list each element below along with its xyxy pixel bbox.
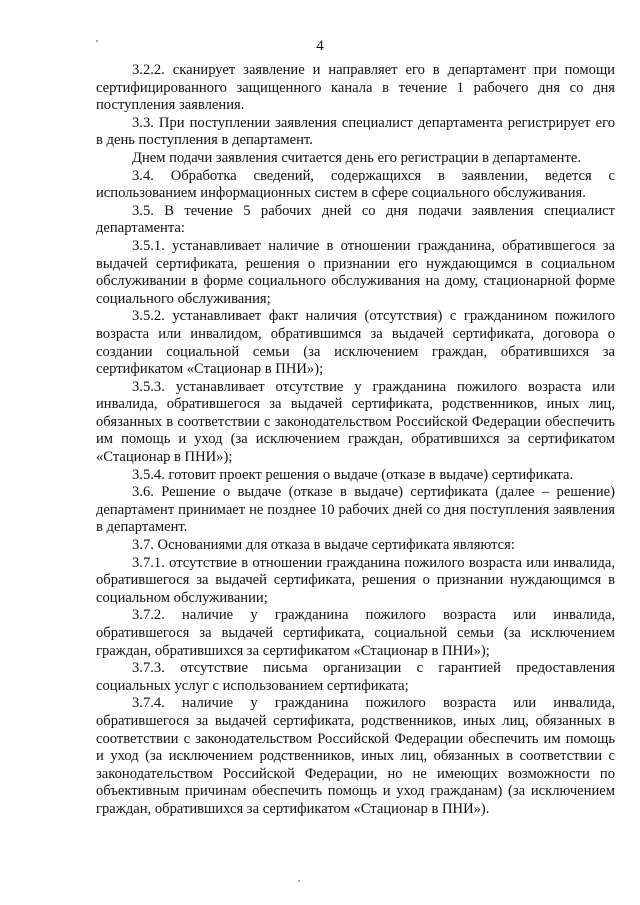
paragraph-3-7-3: 3.7.3. отсутствие письма организации с гарантией предоставления социальных услуг с использованием сертификата; — [96, 660, 615, 694]
paragraph-3-2-2: 3.2.2. сканирует заявление и направляет его в департамент при помощи сертифицированного защищенного канала в течение 1 рабочего дня со дня поступления заявления. — [96, 62, 615, 114]
paragraph-3-3: 3.3. При поступлении заявления специалист департамента регистрирует его в день поступления в департамент. — [96, 114, 615, 149]
paragraph-3-7-2: 3.7.2. наличие у гражданина пожилого возраста или инвалида, обратившегося за выдачей сертификата, социальной семьи (за исключением граждан, обратившихся за сертификатом «Стационар в ПНИ»); — [96, 607, 615, 659]
paragraph-3-5-3: 3.5.3. устанавливает отсутствие у гражданина пожилого возраста или инвалида, обратившегося за выдачей сертификата, родственников, иных лиц, обязанных в соответствии с законодательством Российской Федерации обеспечить им помощь и уход (за исключением граждан, обратившихся за сертификатом «Стационар в ПНИ»); — [96, 378, 615, 466]
paragraph-submission-day: Днем подачи заявления считается день его регистрации в департаменте. — [132, 149, 581, 166]
scan-speck — [298, 880, 300, 882]
scan-speck — [96, 40, 98, 42]
paragraph-3-7-4: 3.7.4. наличие у гражданина пожилого возраста или инвалида, обратившегося за выдачей сертификата, родственников, иных лиц, обязанных в соответствии с законодательством Российской Федерации обеспечить им помощь и уход (за исключением родственников, иных лиц, обязанных в соответствии с законодательством Российской Федерации, но не имеющих возможности по объективным причинам обеспечить помощь и уход гражданам) (за исключением граждан, обратившихся за сертификатом «Стационар в ПНИ»). — [96, 695, 615, 817]
paragraph-3-4: 3.4. Обработка сведений, содержащихся в заявлении, ведется с использованием информационных систем в сфере социального обслуживания. — [96, 167, 615, 202]
paragraph-3-7-1: 3.7.1. отсутствие в отношении гражданина пожилого возраста или инвалида, обратившегося за выдачей сертификата, решения о признании нуждающимся в социальном обслуживании; — [96, 554, 615, 606]
document-body — [96, 62, 615, 819]
paragraph-3-5: 3.5. В течение 5 рабочих дней со дня подачи заявления специалист департамента: — [96, 202, 615, 237]
paragraph-3-6: 3.6. Решение о выдаче (отказе в выдаче) сертификата (далее – решение) департамент принимает не позднее 10 рабочих дней со дня поступления заявления в департамент. — [96, 484, 615, 536]
paragraph-3-7: 3.7. Основаниями для отказа в выдаче сертификата являются: — [132, 537, 515, 554]
page-number: 4 — [316, 38, 324, 54]
paragraph-3-5-2: 3.5.2. устанавливает факт наличия (отсутствия) с гражданином пожилого возраста или инвалидом, обратившимся за выдачей сертификата, договора о создании социальной семьи (за исключением граждан, обратившихся за сертификатом «Стационар в ПНИ»); — [96, 308, 615, 378]
paragraph-3-5-4: 3.5.4. готовит проект решения о выдаче (отказе в выдаче) сертификата. — [132, 466, 574, 483]
paragraph-3-5-1: 3.5.1. устанавливает наличие в отношении гражданина, обратившегося за выдачей сертификата, решения о признании его нуждающимся в социальном обслуживании в форме социального обслуживания на дому, стационарной форме социального обслуживания; — [96, 237, 615, 307]
